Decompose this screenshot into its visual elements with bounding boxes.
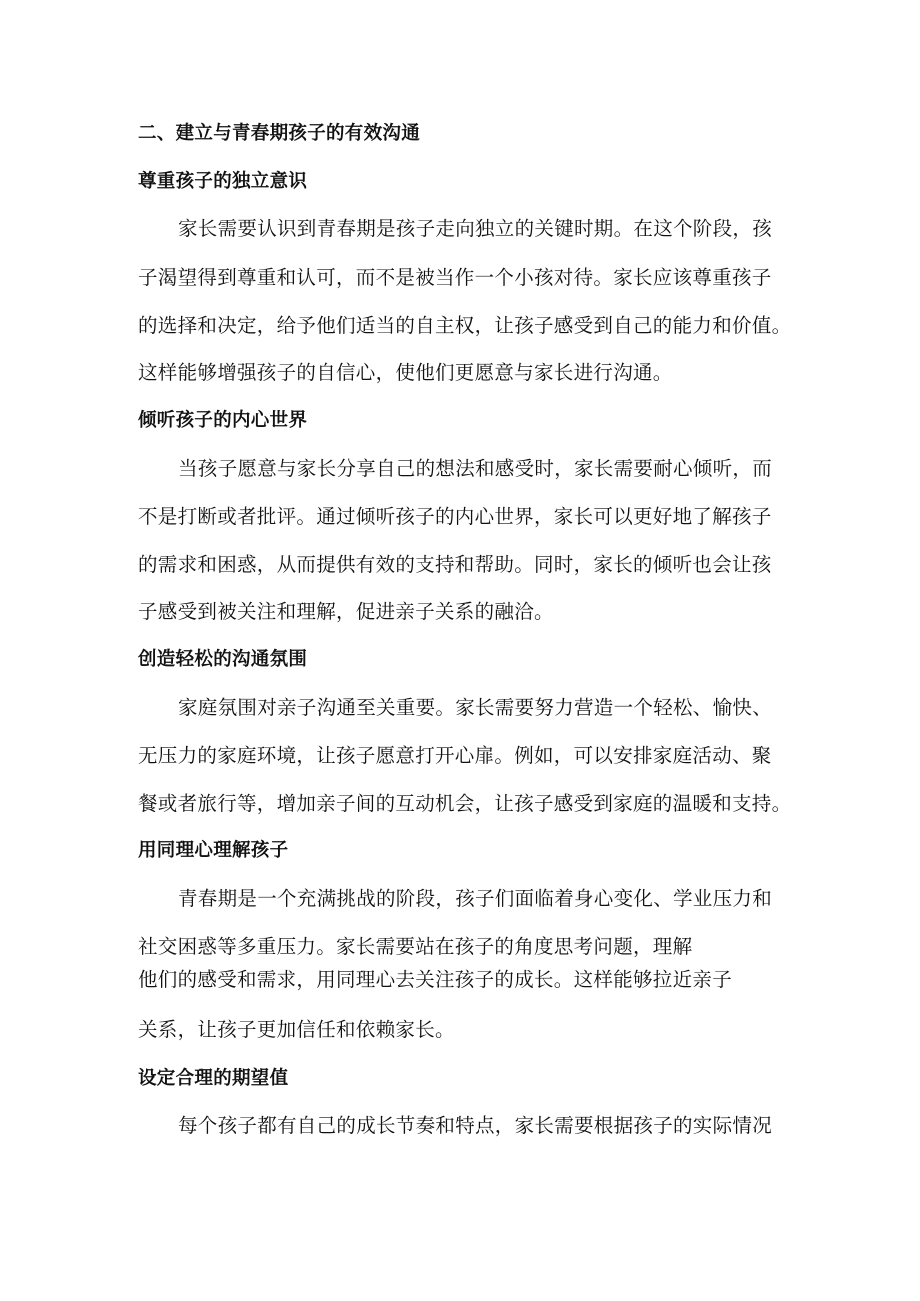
section-heading-empathy: 用同理心理解孩子 [138,840,289,861]
paragraph-line: 子感受到被关注和理解，促进亲子关系的融洽。 [138,600,554,623]
paragraph-line: 关系，让孩子更加信任和依赖家长。 [138,1018,455,1041]
section-heading-listen: 倾听孩子的内心世界 [138,410,308,431]
paragraph-line: 这样能够增强孩子的自信心，使他们更愿意与家长进行沟通。 [138,361,673,384]
paragraph-line: 家长需要认识到青春期是孩子走向独立的关键时期。在这个阶段，孩 [178,217,773,240]
paragraph-line: 的选择和决定，给予他们适当的自主权，让孩子感受到自己的能力和价值。 [138,314,792,337]
paragraph-line: 他们的感受和需求，用同理心去关注孩子的成长。这样能够拉近亲子 [138,968,733,991]
section-heading-expectations: 设定合理的期望值 [138,1068,289,1089]
paragraph-line: 子渴望得到尊重和认可，而不是被当作一个小孩对待。家长应该尊重孩子 [138,266,772,289]
paragraph-line: 餐或者旅行等，增加亲子间的互动机会，让孩子感受到家庭的温暖和支持。 [138,792,792,815]
paragraph-line: 不是打断或者批评。通过倾听孩子的内心世界，家长可以更好地了解孩子 [138,505,772,528]
paragraph-line: 家庭氛围对亲子沟通至关重要。家长需要努力营造一个轻松、愉快、 [178,696,773,719]
paragraph-line: 当孩子愿意与家长分享自己的想法和感受时，家长需要耐心倾听，而 [178,457,773,480]
paragraph-line: 每个孩子都有自己的成长节奏和特点，家长需要根据孩子的实际情况 [178,1114,773,1137]
paragraph-line: 的需求和困惑，从而提供有效的支持和帮助。同时，家长的倾听也会让孩 [138,553,772,576]
section-heading-respect-independence: 尊重孩子的独立意识 [138,171,308,192]
section-title: 二、建立与青春期孩子的有效沟通 [138,123,421,144]
paragraph-line: 青春期是一个充满挑战的阶段，孩子们面临着身心变化、学业压力和 [178,887,773,910]
paragraph-line: 无压力的家庭环境，让孩子愿意打开心扉。例如，可以安排家庭活动、聚 [138,744,772,767]
section-heading-atmosphere: 创造轻松的沟通氛围 [138,649,308,670]
paragraph-line: 社交困惑等多重压力。家长需要站在孩子的角度思考问题，理解 [138,935,693,958]
